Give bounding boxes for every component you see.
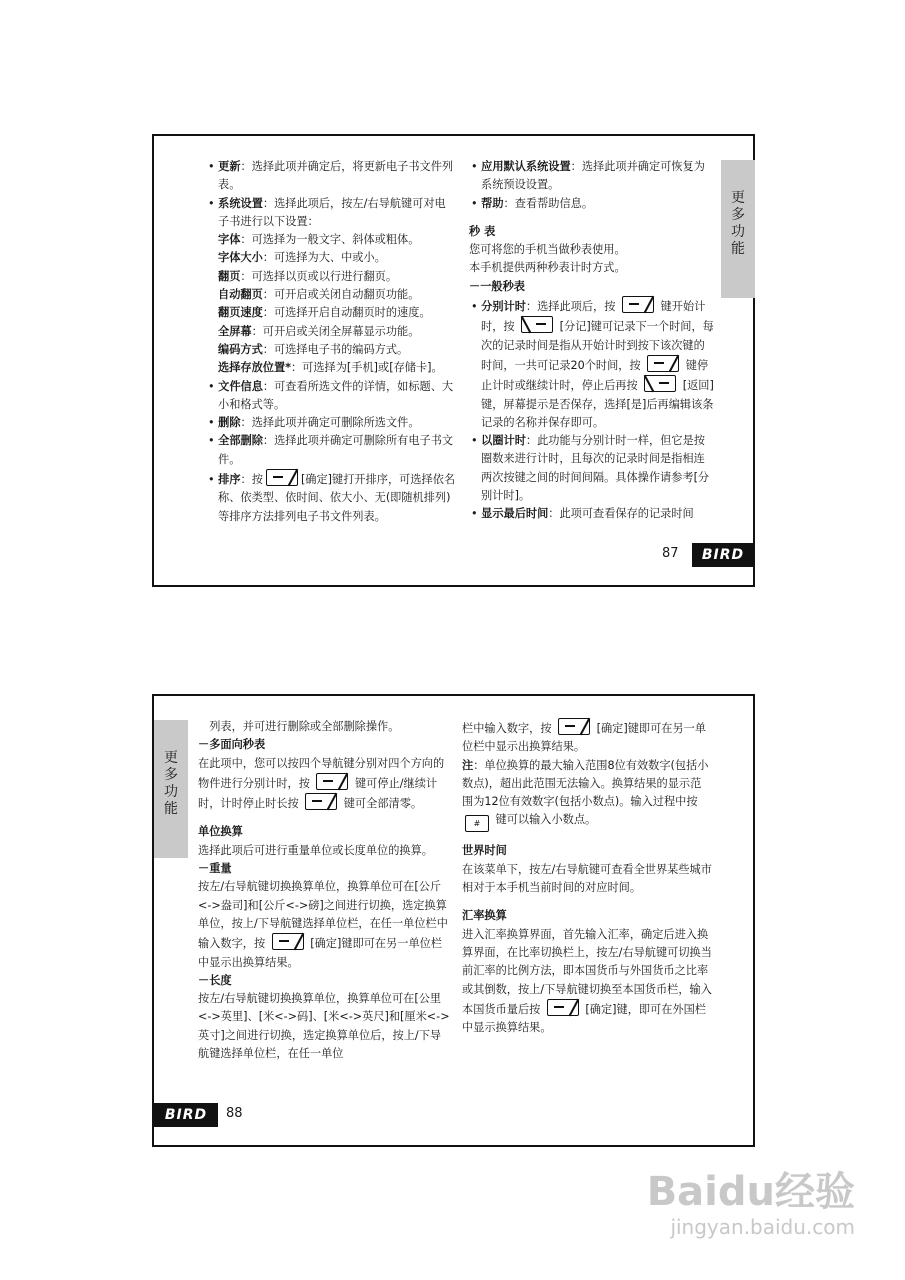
- item-label: 以圈计时: [481, 434, 526, 448]
- page-number: 87: [662, 546, 679, 561]
- bird-logo: BIRD: [692, 543, 754, 567]
- bullet-item: • 文件信息：可查看所选文件的详情，如标题、大小和格式等。: [208, 379, 454, 411]
- item-label: 字体: [218, 233, 241, 247]
- section-heading: －一般秒表: [469, 279, 525, 293]
- page87-right-column: [469, 158, 714, 524]
- section-heading: 世界时间: [462, 844, 507, 858]
- item-label: 分别计时: [481, 300, 526, 314]
- section-heading: －重量: [198, 862, 232, 876]
- item-label: 显示最后时间: [481, 507, 549, 521]
- sub-item: 字体大小：可选择为大、中或小。: [218, 251, 386, 265]
- item-label: 字体大小: [218, 251, 263, 265]
- tab-char: 多: [164, 767, 178, 783]
- section-heading: 汇率换算: [462, 909, 507, 923]
- baidu-watermark-url: jingyan.baidu.com: [670, 1215, 855, 1239]
- left-softkey-icon: [316, 773, 348, 790]
- item-label: 注: [462, 758, 474, 772]
- page88-left-column: [198, 718, 450, 1063]
- left-softkey-icon: [305, 793, 337, 810]
- bullet-item: • 更新：选择此项并确定后，将更新电子书文件列表。: [208, 160, 454, 192]
- left-softkey-icon: [647, 355, 679, 372]
- left-softkey-icon: [547, 999, 579, 1016]
- sub-item: 选择存放位置*：可选择为[手机]或[存储卡]。: [218, 361, 443, 375]
- bird-logo: BIRD: [154, 1103, 218, 1127]
- tab-char: 功: [731, 224, 745, 240]
- item-label: 帮助: [481, 196, 504, 210]
- item-label: 更新: [218, 160, 241, 173]
- sub-item: 编码方式：可选择电子书的编码方式。: [218, 342, 409, 356]
- bullet-item: • 系统设置：选择此项后，按左/右导航键可对电子书进行以下设置：: [208, 196, 446, 228]
- item-label: 翻页: [218, 269, 241, 283]
- sub-item: 自动翻页：可开启或关闭自动翻页功能。: [218, 288, 420, 302]
- paragraph: 选择此项后可进行重量单位或长度单位的换算。: [198, 843, 433, 857]
- section-tab-more-functions: [721, 160, 755, 298]
- tab-char: 功: [164, 784, 178, 800]
- paragraph: 按左/右导航键切换换算单位，换算单位可在[公斤<->盎司]和[公斤<->磅]之间进行切换，选定换算单位，按上/下导航键选择单位栏，在任一单位栏中输入数字，按 [确定]键即可在另一单位栏中显示出换算结果。: [198, 880, 448, 969]
- paragraph: 栏中输入数字，按 [确定]键即可在另一单位栏中显示出换算结果。: [462, 718, 712, 757]
- paragraph: 在此项中，您可以按四个导航键分别对四个方向的物件进行分别计时，按 键可停止/继续计时，计时停止时长按 键可全部清零。: [198, 756, 445, 811]
- item-label: 删除: [218, 416, 241, 430]
- bullet-item: • 帮助：查看帮助信息。: [471, 196, 594, 210]
- bullet-item: • 删除：选择此项并确定可删除所选文件。: [208, 416, 420, 430]
- spacer: [462, 832, 712, 842]
- tab-char: 能: [164, 801, 178, 817]
- baidu-watermark: Baidu经验: [646, 1169, 855, 1215]
- sub-item: 翻页：可选择以页或以行进行翻页。: [218, 269, 398, 283]
- right-softkey-icon: [644, 375, 676, 392]
- spacer: [462, 897, 712, 907]
- paragraph: 注：单位换算的最大输入范围8位有效数字(包括小数点)，超出此范围无法输入。换算结果的显示范围为12位有效数字(包括小数点)。输入过程中按 # 键可以输入小数点。: [462, 757, 712, 833]
- bullet-item: • 排序：按 [确定]键打开排序，可选择依名称、依类型、依时间、依大小、无(即随机排列)等排序方法排列电子书文件列表。: [206, 469, 456, 526]
- bullet-item: • 全部删除：选择此项并确定可删除所有电子书文件。: [208, 434, 454, 466]
- item-label: 排序: [218, 473, 241, 487]
- sub-item: 全屏幕：可开启或关闭全屏幕显示功能。: [218, 324, 420, 338]
- left-softkey-icon: [272, 933, 304, 950]
- paragraph: 您可将您的手机当做秒表使用。: [469, 243, 626, 257]
- manual-page-88: [152, 694, 755, 1147]
- paragraph: 按左/右导航键切换换算单位，换算单位可在[公里<->英里]、[米<->码]、[米<->英尺]和[厘米<->英寸]之间进行切换，选定换算单位后，按上/下导航键选择单位栏，在任一单位: [198, 992, 450, 1061]
- section-heading: 秒 表: [469, 224, 496, 238]
- bullet-item: • 应用默认系统设置：选择此项并确定可恢复为系统预设设置。: [471, 160, 705, 192]
- paragraph: 在该菜单下，按左/右导航键可查看全世界某些城市相对于本手机当前时间的对应时间。: [462, 862, 712, 895]
- left-softkey-icon: [266, 469, 298, 486]
- item-label: 编码方式: [218, 342, 263, 356]
- tab-char: 多: [731, 207, 745, 223]
- left-softkey-icon: [622, 296, 654, 313]
- bullet-item: • 分别计时：选择此项后，按 键开始计时，按 [分记]键可记录下一个时间，每次的记录时间是指从开始计时到按下该次键的时间，一共可记录20个时间，按 键停止计时或继续计时，停止后再按 [返回]键，屏幕提示是否保存，选择[是]后再编辑该条记录的名称并保存即可。: [469, 296, 714, 432]
- item-label: 系统设置: [218, 196, 263, 210]
- tab-char: 更: [731, 190, 745, 206]
- item-label: 全屏幕: [218, 324, 252, 338]
- bullet-item: • 显示最后时间：此项可查看保存的记录时间: [471, 507, 694, 521]
- tab-char: 更: [164, 750, 178, 766]
- hash-key-icon: #: [465, 815, 489, 832]
- manual-page-87: [152, 134, 755, 587]
- paragraph: 列表，并可进行删除或全部删除操作。: [198, 720, 400, 733]
- spacer: [198, 813, 450, 823]
- paragraph: 进入汇率换算界面，首先输入汇率，确定后进入换算界面，在比率切换栏上，按左/右导航键可切换当前汇率的比例方法，即本国货币与外国货币之比率或其倒数，按上/下导航键切换至本国货币栏，输入本国货币量后按 [确定]键，即可在外国栏中显示换算结果。: [462, 927, 712, 1035]
- page87-left-column: [206, 158, 456, 526]
- section-heading: －多面向秒表: [198, 738, 266, 752]
- bullet-item: • 以圈计时：此功能与分别计时一样，但它是按圈数来进行计时，且每次的记录时间是指相连两次按键之间的时间间隔。具体操作请参考[分别计时]。: [471, 434, 710, 503]
- paragraph: 本手机提供两种秒表计时方式。: [469, 261, 626, 275]
- item-label: 全部删除: [218, 434, 263, 448]
- tab-char: 能: [731, 241, 745, 257]
- left-softkey-icon: [558, 718, 590, 735]
- sub-item: 翻页速度：可选择开启自动翻页时的速度。: [218, 306, 431, 320]
- section-heading: 单位换算: [198, 825, 243, 839]
- section-heading: －长度: [198, 973, 232, 987]
- item-label: 应用默认系统设置: [481, 160, 571, 173]
- sub-item: 字体：可选择为一般文字、斜体或粗体。: [218, 233, 420, 247]
- item-label: 选择存放位置*: [218, 361, 291, 375]
- item-label: 翻页速度: [218, 306, 263, 320]
- section-tab-more-functions: [154, 720, 188, 858]
- spacer: [469, 213, 714, 223]
- right-softkey-icon: [521, 316, 553, 333]
- page88-right-column: [462, 718, 712, 1037]
- item-label: 文件信息: [218, 379, 263, 393]
- page-number: 88: [226, 1106, 243, 1121]
- item-label: 自动翻页: [218, 288, 263, 302]
